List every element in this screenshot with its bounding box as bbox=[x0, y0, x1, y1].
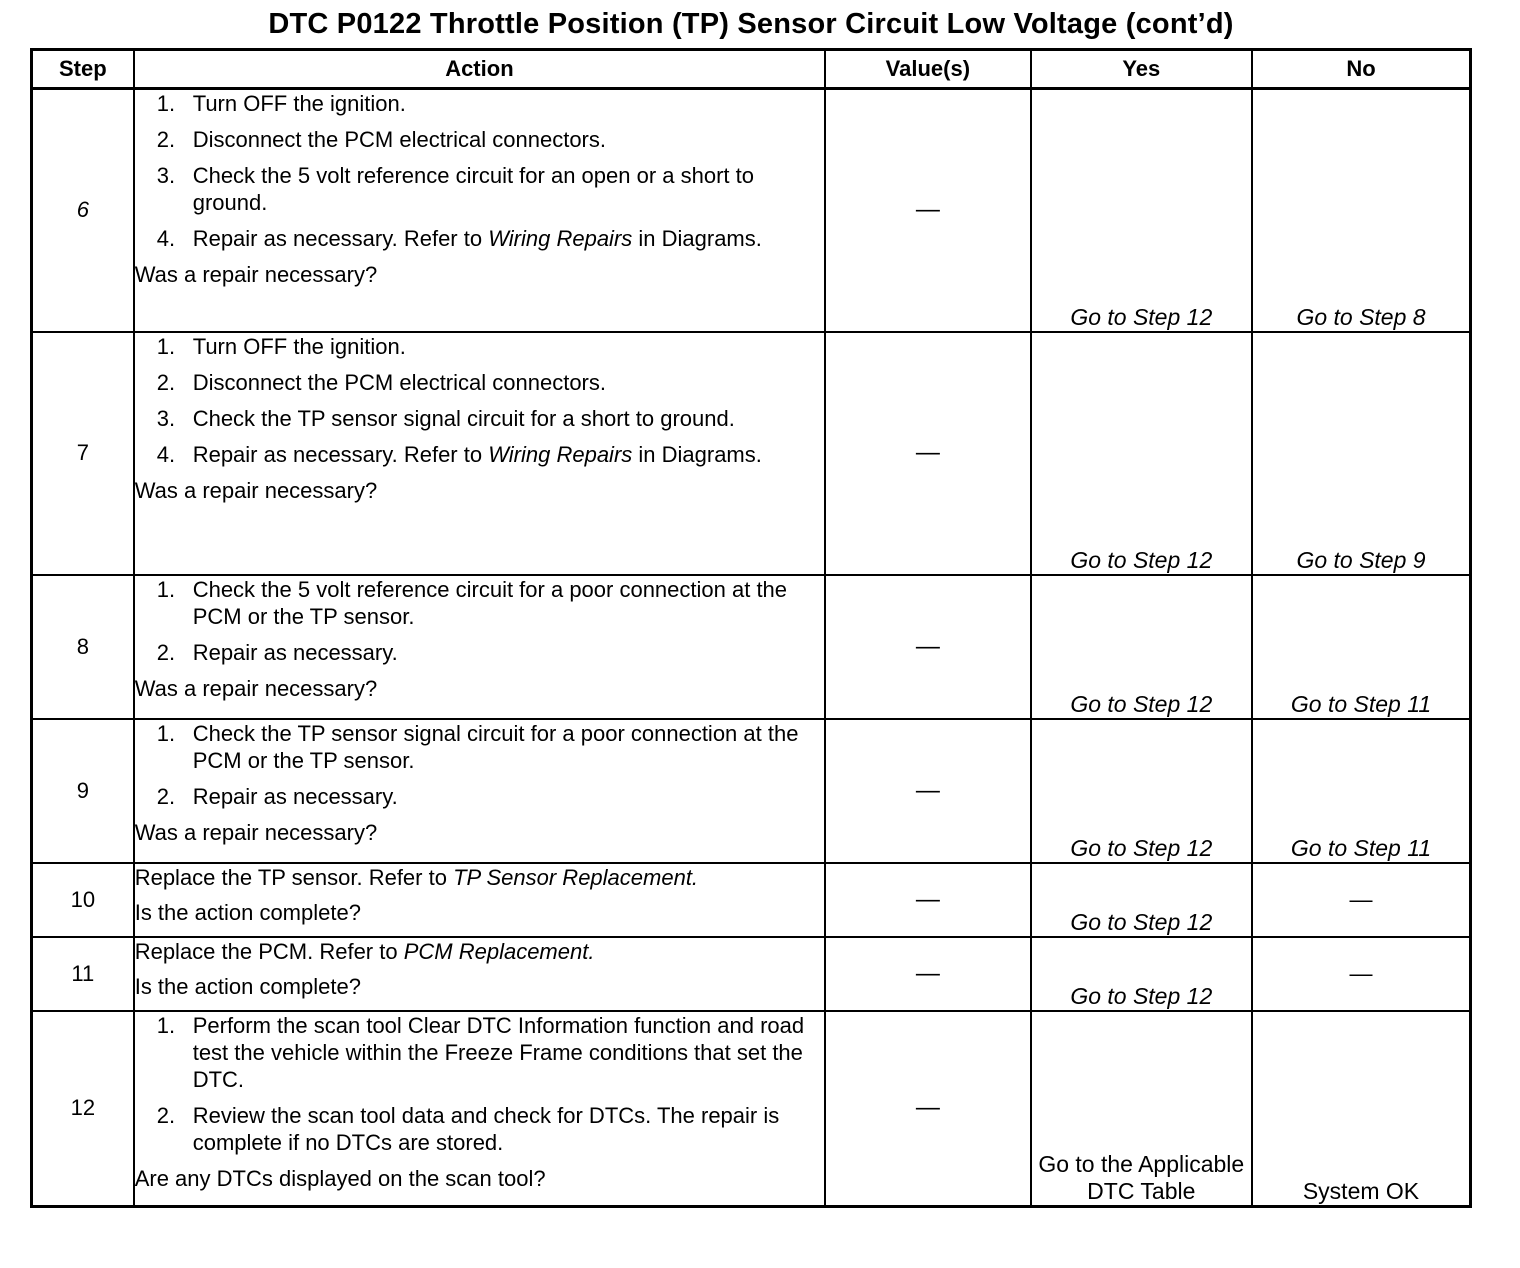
no-cell: Go to Step 11 bbox=[1252, 575, 1470, 719]
list-item: 4. Repair as necessary. Refer to Wiring Repairs in Diagrams. bbox=[156, 441, 762, 467]
step-number: 7 bbox=[32, 332, 134, 575]
action-cell bbox=[134, 332, 825, 575]
yes-cell: Go to Step 12 bbox=[1031, 719, 1252, 863]
table-row-step-12 bbox=[32, 1011, 1471, 1207]
question: Was a repair necessary? bbox=[134, 819, 378, 845]
dtc-procedure-table bbox=[30, 48, 1472, 1208]
list-item: 3. Check the 5 volt reference circuit for an open or a short to ground. bbox=[156, 163, 754, 215]
table-row-step-8 bbox=[32, 575, 1471, 719]
question: Are any DTCs displayed on the scan tool? bbox=[134, 1165, 546, 1191]
no-cell: — bbox=[1252, 937, 1470, 1011]
list-item: 1. Check the 5 volt reference circuit for a poor connection at the PCM or the TP sensor. bbox=[156, 576, 788, 629]
value-cell: — bbox=[825, 1011, 1030, 1207]
table-row-step-7 bbox=[32, 332, 1471, 575]
table-row-step-9 bbox=[32, 719, 1471, 863]
value-cell: — bbox=[825, 863, 1030, 937]
header-value: Value(s) bbox=[825, 50, 1030, 89]
value-cell: — bbox=[825, 89, 1030, 332]
list-item: 1. Turn OFF the ignition. bbox=[156, 91, 406, 116]
page-title: DTC P0122 Throttle Position (TP) Sensor Circuit Low Voltage (cont’d) bbox=[268, 8, 1234, 40]
yes-cell: Go to Step 12 bbox=[1031, 89, 1252, 332]
action-cell bbox=[134, 575, 825, 719]
no-cell: System OK bbox=[1252, 1011, 1470, 1207]
step-number: 9 bbox=[32, 719, 134, 863]
action-list bbox=[135, 576, 824, 666]
list-item: 1. Perform the scan tool Clear DTC Information function and road test the vehicle within the Freeze Frame conditions that set the DTC. bbox=[156, 1012, 805, 1092]
value-cell: — bbox=[825, 719, 1030, 863]
list-item: 2. Disconnect the PCM electrical connectors. bbox=[156, 127, 606, 152]
action-cell bbox=[134, 937, 825, 1011]
value-cell: — bbox=[825, 332, 1030, 575]
list-item: 1. Turn OFF the ignition. bbox=[156, 333, 406, 359]
no-cell: — bbox=[1252, 863, 1470, 937]
action-line: Replace the TP sensor. Refer to TP Sensor Replacement. bbox=[134, 864, 699, 890]
yes-cell: Go to Step 12 bbox=[1031, 575, 1252, 719]
table-row-step-11 bbox=[32, 937, 1471, 1011]
header-step: Step bbox=[32, 50, 134, 89]
question: Is the action complete? bbox=[134, 899, 361, 925]
yes-cell: Go to the Applicable DTC Table bbox=[1031, 1011, 1252, 1207]
tp-sensor-replacement-ref: TP Sensor Replacement. bbox=[453, 864, 699, 890]
action-list bbox=[135, 1012, 824, 1156]
header-action: Action bbox=[134, 50, 825, 89]
step-number: 10 bbox=[32, 863, 134, 937]
question: Was a repair necessary? bbox=[134, 675, 378, 701]
yes-cell: Go to Step 12 bbox=[1031, 863, 1252, 937]
step-number: 12 bbox=[32, 1011, 134, 1207]
list-item: 2. Repair as necessary. bbox=[156, 639, 398, 665]
question: Was a repair necessary? bbox=[134, 262, 378, 287]
wiring-repairs-ref: Wiring Repairs bbox=[488, 441, 633, 467]
table-row-step-6 bbox=[32, 89, 1471, 332]
yes-cell: Go to Step 12 bbox=[1031, 332, 1252, 575]
list-item: 1. Check the TP sensor signal circuit for a poor connection at the PCM or the TP sensor. bbox=[156, 720, 799, 773]
list-item: 2. Disconnect the PCM electrical connectors. bbox=[156, 369, 606, 395]
no-cell: Go to Step 9 bbox=[1252, 332, 1470, 575]
no-cell: Go to Step 11 bbox=[1252, 719, 1470, 863]
pcm-replacement-ref: PCM Replacement. bbox=[403, 938, 595, 964]
action-line: Replace the PCM. Refer to PCM Replacement. bbox=[134, 938, 595, 964]
step-number: 11 bbox=[32, 937, 134, 1011]
list-item: 2. Repair as necessary. bbox=[156, 783, 398, 809]
action-cell bbox=[134, 719, 825, 863]
action-cell bbox=[134, 863, 825, 937]
wiring-repairs-ref: Wiring Repairs bbox=[488, 226, 633, 251]
question: Was a repair necessary? bbox=[134, 477, 378, 503]
action-cell bbox=[134, 1011, 825, 1207]
step-number: 8 bbox=[32, 575, 134, 719]
table-header-row bbox=[32, 50, 1471, 89]
header-no: No bbox=[1252, 50, 1470, 89]
question: Is the action complete? bbox=[134, 973, 361, 999]
action-list bbox=[135, 90, 824, 252]
action-cell bbox=[134, 89, 825, 332]
list-item: 3. Check the TP sensor signal circuit for a short to ground. bbox=[156, 405, 735, 431]
value-cell: — bbox=[825, 937, 1030, 1011]
action-list bbox=[135, 720, 824, 810]
step-number: 6 bbox=[32, 89, 134, 332]
value-cell: — bbox=[825, 575, 1030, 719]
table-row-step-10 bbox=[32, 863, 1471, 937]
action-list bbox=[135, 333, 824, 468]
yes-cell: Go to Step 12 bbox=[1031, 937, 1252, 1011]
no-cell: Go to Step 8 bbox=[1252, 89, 1470, 332]
list-item: 2. Review the scan tool data and check for DTCs. The repair is complete if no DTCs are stored. bbox=[156, 1102, 780, 1155]
header-yes: Yes bbox=[1031, 50, 1252, 89]
list-item: 4. Repair as necessary. Refer to Wiring Repairs in Diagrams. bbox=[156, 226, 762, 251]
